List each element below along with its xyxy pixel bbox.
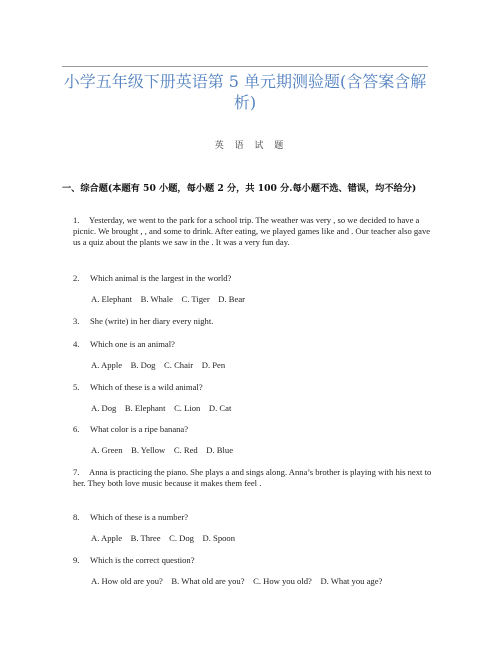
question-1 — [73, 215, 433, 248]
question-number: 1. — [73, 215, 80, 225]
question-8-options: A. Apple B. Three C. Dog D. Spoon — [91, 533, 236, 543]
question-4 — [73, 339, 433, 350]
question-9-options: A. How old are you? B. What old are you? C. How you old? D. What you age? — [91, 576, 383, 586]
question-8 — [73, 512, 433, 523]
question-number: 4. — [73, 339, 80, 349]
section-heading: 一、综合题(本题有 50 小题，每小题 2 分，共 100 分.每小题不选、错误，均不给分) — [62, 183, 417, 194]
question-3 — [73, 316, 433, 327]
question-number: 6. — [73, 424, 80, 434]
question-text: She (write) in her diary every night. — [90, 316, 214, 326]
question-2-options: A. Elephant B. Whale C. Tiger D. Bear — [91, 294, 246, 304]
question-6 — [73, 424, 433, 435]
question-text: Which of these is a wild animal? — [90, 382, 203, 392]
question-text: Yesterday, we went to the park for a school trip. The weather was very , so we decided to have a picnic. We brought , , and some to drink. After eating, we played games like and . Our teacher also gave us a quiz about the plants we saw in the . It was a very fun day. — [73, 215, 431, 247]
question-text: Which is the correct question? — [90, 555, 195, 565]
exam-subtitle: 英 语 试 题 — [214, 141, 288, 151]
question-number: 5. — [73, 382, 80, 392]
question-2 — [73, 273, 433, 284]
question-5-options: A. Dog B. Elephant C. Lion D. Cat — [91, 403, 232, 413]
question-number: 7. — [73, 467, 80, 477]
question-number: 9. — [73, 555, 80, 565]
question-number: 8. — [73, 512, 80, 522]
question-number: 3. — [73, 316, 80, 326]
question-text: Which one is an animal? — [90, 339, 175, 349]
question-9 — [73, 555, 433, 566]
question-7 — [73, 467, 433, 489]
question-text: Which of these is a number? — [90, 512, 189, 522]
question-text: Anna is practicing the piano. She plays a and sings along. Anna’s brother is playing with his next to her. They both love music because it makes them feel . — [73, 467, 432, 488]
question-text: Which animal is the largest in the world? — [90, 273, 232, 283]
question-5 — [73, 382, 433, 393]
question-6-options: A. Green B. Yellow C. Red D. Blue — [91, 445, 234, 455]
question-4-options: A. Apple B. Dog C. Chair D. Pen — [91, 360, 226, 370]
question-text: What color is a ripe banana? — [90, 424, 189, 434]
header-rule — [62, 66, 428, 67]
document-title: 小学五年级下册英语第 5 单元期测验题(含答案含解析) — [63, 72, 427, 112]
question-number: 2. — [73, 273, 80, 283]
